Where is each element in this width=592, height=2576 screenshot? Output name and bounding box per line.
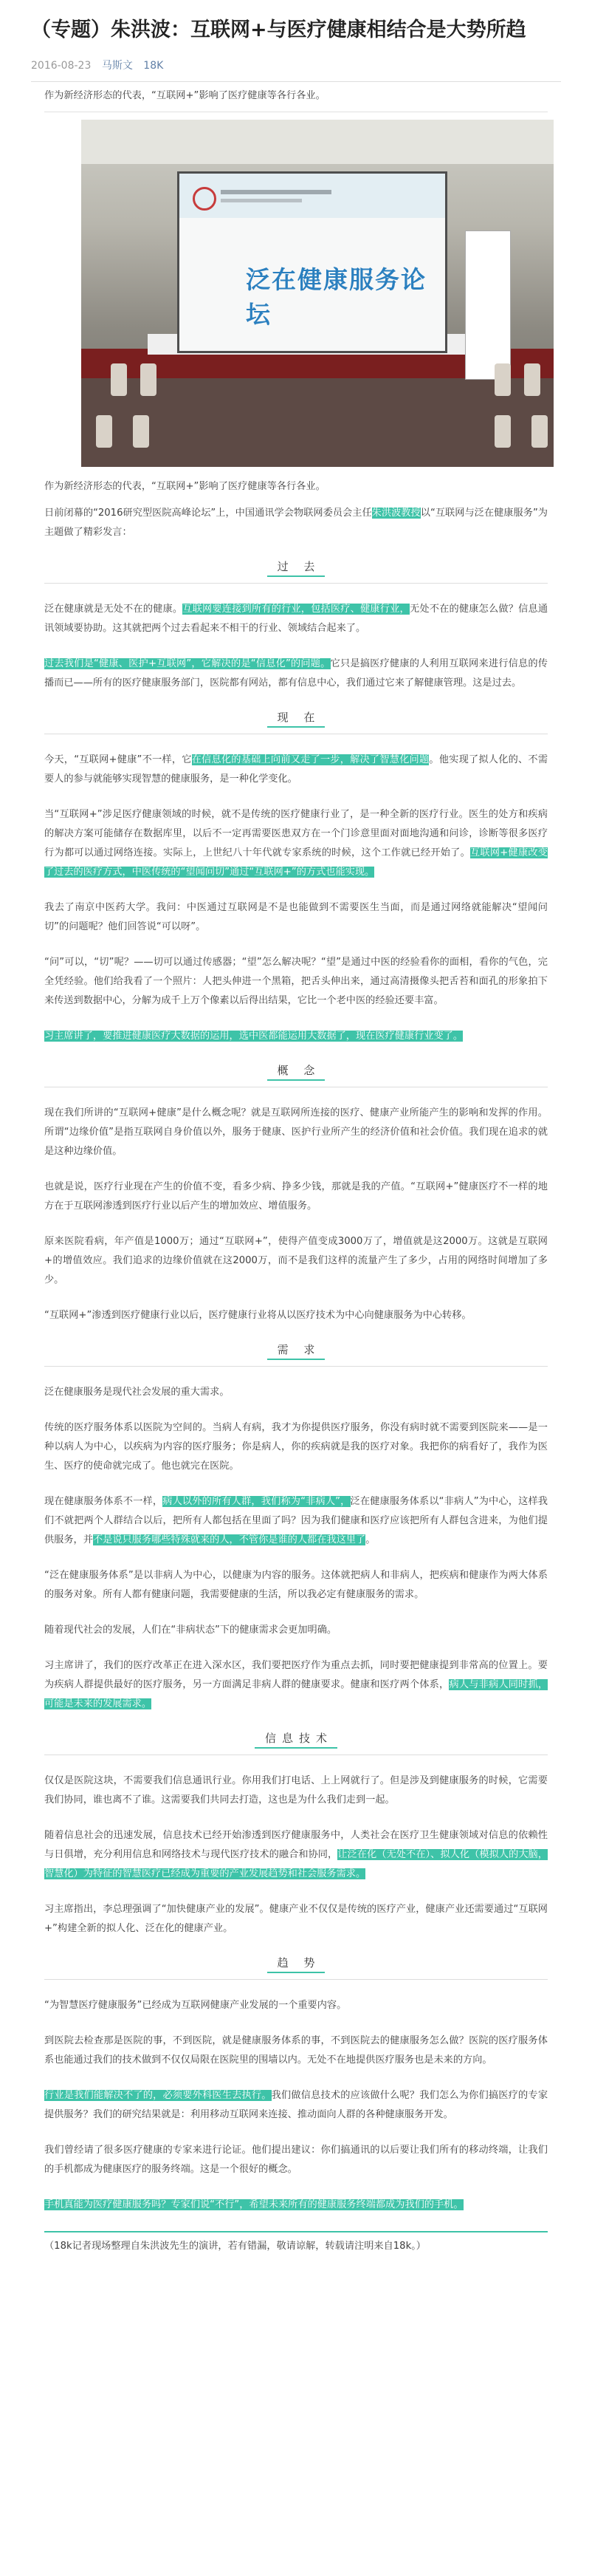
lead-paragraph: 作为新经济形态的代表，“互联网+”影响了医疗健康等各行各业。 [44,86,548,112]
projection-screen [177,171,447,353]
article-view-count: 18K [143,60,164,72]
section-heading-it: 信息技术 [44,1730,548,1749]
demand-paragraph-4: “泛在健康服务体系”是以非病人为中心，以健康为内容的服务。这体就把病人和非病人，把疾病和健康作为两大体系的服务对象。所有人都有健康问题，我需要健康的生活，所以我必定有健康服务的需求。 [44,1570,548,1600]
now-paragraph-4: “问”可以，“切”呢？——切可以通过传感器；“望”怎么解决呢？“望”是通过中医的经验看你的面相，看你的气色，完全凭经验。他们给我看了一个照片：人把头伸进一个黑箱，把舌头伸出来，通过高清摄像头把舌苔和面孔的形象拍下来传送到数据中心，分解为成千上万个像素以后得出结果，它比一个老中医的经验还要丰富。 [44,957,548,1006]
concept-paragraph-2: 也就是说，医疗行业现在产生的价值不变，看多少病、挣多少钱，那就是我的产值。“互联网+”健康医疗不一样的地方在于互联网渗透到医疗行业以后产生的增加效应、增值服务。 [44,1181,548,1212]
article-author-link[interactable]: 马斯文 [101,60,133,72]
article-date: 2016-08-23 [31,60,92,72]
section-heading-now: 现 在 [44,709,548,728]
demand-paragraph-2: 传统的医疗服务体系以医院为空间的。当病人有病，我才为你提供医疗服务，你没有病时就不需要到医院来——是一种以病人为中心，以疾病为内容的医疗服务；你是病人，你的疾病就是我的医疗对象。我把你的病看好了，我作为医生、医疗的使命就完成了。他也就完在医院。 [44,1422,548,1472]
header-divider [31,81,561,82]
conference-logo-icon [193,187,216,211]
past-paragraph-2: 过去我们是“健康、医护+互联网”，它解决的是“信息化”的问题。它只是搞医疗健康的人利用互联网来进行信息的传播而已——所有的医疗健康服务部门，医院都有网站，都有信息中心，我们通过它来了解健康管理。这是过去。 [44,658,548,689]
concept-paragraph-1: 现在我们所讲的“互联网+健康”是什么概念呢？就是互联网所连接的医疗、健康产业所能产生的影响和发挥的作用。所谓“边缘价值”是指互联网自身价值以外，服务于健康、医护行业所产生的经济价值和社会价值。我们现在追求的就是这种边缘价值。 [44,1107,548,1157]
trend-paragraph-5: 手机真能为医疗健康服务吗？专家们说“不行”，希望未来所有的健康服务终端都成为我们的手机。 [44,2199,464,2210]
screen-title: 泛在健康服务论坛 [246,265,427,329]
demand-paragraph-3: 现在健康服务体系不一样，病人以外的所有人群，我们称为“非病人”，泛在健康服务体系以“非病人”为中心，这样我们不就把两个人群结合以后，把所有人都包括在里面了吗？因为我们健康和医疗应该把所有人群包含进来，为他们提供服务，并不是说只服务哪些特殊就来的人，不管你是谁的人都在我这里了。 [44,1496,548,1545]
section-heading-trend: 趋 势 [44,1955,548,1973]
speaker-name: 朱洪波教授 [371,508,421,519]
past-paragraph-1: 泛在健康就是无处不在的健康。互联网要连接到所有的行业，包括医疗、健康行业，无处不在的健康怎么做？信息通讯领域要协助。这其就把两个过去看起来不相干的行业、领域结合起来了。 [44,604,548,634]
intro-paragraph: 日前闭幕的“2016研究型医院高峰论坛”上，中国通讯学会物联网委员会主任朱洪波教授以“互联网与泛在健康服务”为主题做了精彩发言： [44,508,548,538]
closing-note: （18k记者现场整理自朱洪波先生的演讲，若有错漏，敬请谅解，转载请注明来自18k。） [44,2241,426,2252]
concept-paragraph-3: 原来医院看病，年产值是1000万；通过“互联网+”，使得产值变成3000万了，增值就是这2000万。这就是互联网+的增值效应。我们追求的边缘价值就在这2000万，而不是我们这样的流量产生了多少，占用的网络时间增加了多少。 [44,1236,548,1285]
article-title: （专题）朱洪波：互联网+与医疗健康相结合是大势所趋 [31,18,526,41]
now-paragraph-1: 今天，“互联网+健康”不一样，它在信息化的基础上向前又走了一步，解决了智慧化问题。他实现了拟人化的、不需要人的参与就能够实现智慧的健康服务，是一种化学变化。 [44,754,548,785]
forum-photo [81,120,554,467]
it-paragraph-1: 仅仅是医院这块，不需要我们信息通讯行业。你用我们打电话、上上网就行了。但是涉及到健康服务的时候，它需要我们协同，谁也离不了谁。这需要我们共同去打造，这也是为什么我们走到一起。 [44,1775,548,1805]
section-heading-demand: 需 求 [44,1342,548,1360]
now-paragraph-2: 当“互联网+”涉足医疗健康领域的时候，就不是传统的医疗健康行业了，是一种全新的医疗行业。医生的处方和疾病的解决方案可能储存在数据库里，以后不一定再需要医患双方在一个门诊意里面对面地沟通和问诊，诊断等很多医疗行为都可以通过网络连接。实际上，上世纪八十年代就专家系统的时候，这个工作就已经开始了。互联网+健康改变了过去的医疗方式，中医传统的“望闻问切”通过“互联网+”的方式也能实现。 [44,809,548,878]
section-heading-concept: 概 念 [44,1062,548,1081]
it-paragraph-2: 随着信息社会的迅速发展，信息技术已经开始渗透到医疗健康服务中，人类社会在医疗卫生健康领域对信息的依赖性与日俱增，充分利用信息和网络技术与现代医疗技术的融合和协同，让泛在化（无处不在）、拟人化（模拟人的大脑，智慧化）为特征的智慧医疗已经成为重要的产业发展趋势和社会服务需求。 [44,1830,548,1879]
banner-standee [465,230,511,380]
trend-paragraph-2: 到医院去检查那是医院的事，不到医院，就是健康服务体系的事，不到医院去的健康服务怎么做？医院的医疗服务体系也能通过我们的技术做到不仅仅局限在医院里的围墙以内。无处不在地提供医疗服务也是未来的方向。 [44,2035,548,2066]
closing-divider [44,2231,548,2232]
it-paragraph-3: 习主席指出，李总理强调了“加快健康产业的发展”。健康产业不仅仅是传统的医疗产业，健康产业还需要通过“互联网+”构建全新的拟人化、泛在化的健康产业。 [44,1904,548,1934]
article-meta [31,58,561,72]
trend-paragraph-4: 我们曾经请了很多医疗健康的专家来进行论证。他们提出建议：你们搞通讯的以后要让我们所有的移动终端，让我们的手机都成为健康医疗的服务终端。这是一个很好的概念。 [44,2145,548,2175]
section-heading-past: 过 去 [44,558,548,577]
demand-paragraph-1: 泛在健康服务是现代社会发展的重大需求。 [44,1387,230,1398]
concept-paragraph-4: “互联网+”渗透到医疗健康行业以后，医疗健康行业将从以医疗技术为中心向健康服务为中心转移。 [44,1310,472,1321]
now-paragraph-3: 我去了南京中医药大学。我问：中医通过互联网是不是也能做到不需要医生当面，而是通过网络就能解决“望闻问切”的问题呢？他们回答说“可以呀”。 [44,902,548,932]
article-body [31,86,561,2256]
photo-caption: 作为新经济形态的代表，“互联网+”影响了医疗健康等各行各业。 [44,481,326,492]
trend-paragraph-1: “为智慧医疗健康服务”已经成为互联网健康产业发展的一个重要内容。 [44,2000,347,2011]
now-paragraph-5: 习主席讲了，要推进健康医疗大数据的运用，选中医都能运用大数据了，现在医疗健康行业变了。 [44,1031,464,1042]
demand-paragraph-6: 习主席讲了，我们的医疗改革正在进入深水区，我们要把医疗作为重点去抓，同时要把健康提到非常高的位置上。要为疾病人群提供最好的医疗服务，另一方面满足非病人群的健康要求。健康和医疗两个体系，病人与非病人同时抓，可能是未来的发展需求。 [44,1660,548,1709]
trend-paragraph-3: 行业是我们能解决不了的，必须要外科医生去执行。我们做信息技术的应该做什么呢？我们怎么为你们搞医疗的专家提供服务？我们的研究结果就是：利用移动互联网来连接、推动面向人群的各种健康服务开发。 [44,2090,548,2120]
demand-paragraph-5: 随着现代社会的发展，人们在“非病状态”下的健康需求会更加明确。 [44,1624,337,1636]
